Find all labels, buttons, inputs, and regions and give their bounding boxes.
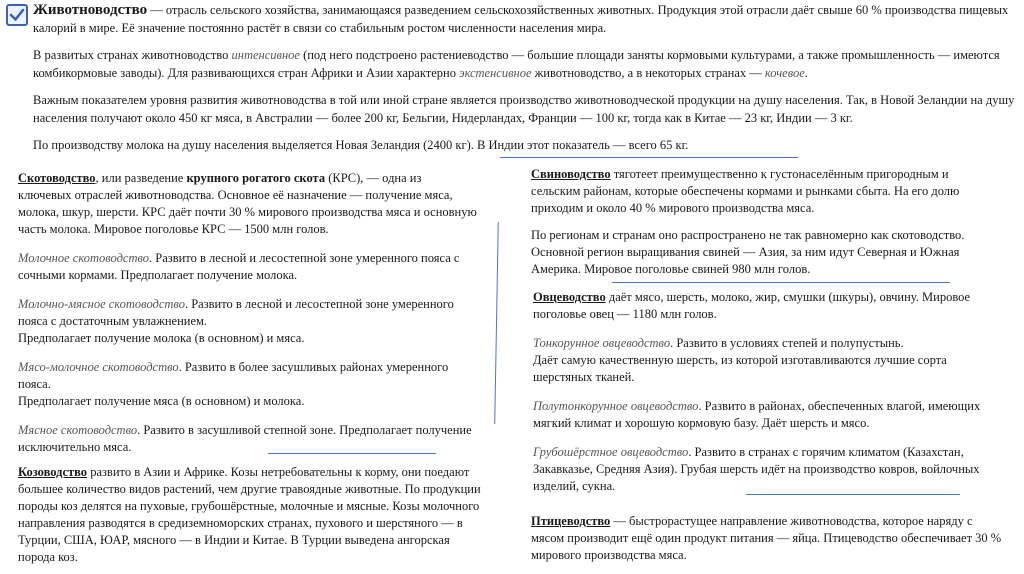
pigs-text: Свиноводство тяготеет преимущественно к густонаселённым пригородным и сельским районам, которые обеспечены кормами и рынками сбыта. На его долю приходим и около 40 % мирового производства мяса. xyxy=(531,167,960,215)
divider-vertical xyxy=(494,222,499,424)
page-title: Животноводство xyxy=(33,2,148,18)
sheep-fine: Тонкорунное овцеводство. Развито в условиях степей и полупустынь. xyxy=(533,336,904,350)
sheep-semi: Полутонкорунное овцеводство. Развито в районах, обеспеченных влагой, имеющих мягкий климат и хорошую кормовую базу. Даёт шерсть и мясо. xyxy=(533,399,981,430)
poultry-section xyxy=(531,513,1003,564)
pigs-section xyxy=(531,166,986,278)
cattle-dairy-meat-2: Предполагает получение молока (в основном) и мяса. xyxy=(18,331,305,345)
intro-section xyxy=(33,2,1018,155)
intro-paragraph-2: В развитых странах животноводство интенсивное (под него подстроено растениеводство — большие площади заняты кормовыми культурами, а также промышленность — имеются комбикормовые заводы). Для развивающихся стран Африки и Азии характерно экстенсивное животноводство, а в некоторых странах — кочевое. xyxy=(33,48,1000,80)
cattle-meat-dairy-2: Предполагает получение мяса (в основном) и молока. xyxy=(18,394,305,408)
cattle-meat: Мясное скотоводство. Развито в засушливой степной зоне. Предполагает получение исключительно мяса. xyxy=(18,423,472,454)
sheep-text: Овцеводство даёт мясо, шерсть, молоко, жир, смушки (шкуры), овчину. Мировое поголовье овец — 1180 млн голов. xyxy=(533,290,971,321)
divider-pigs xyxy=(612,282,950,283)
cattle-meat-dairy: Мясо-молочное скотоводство. Развито в более засушливых районах умеренного пояса. xyxy=(18,360,449,391)
goats-section xyxy=(18,464,483,566)
sheep-fine-2: Даёт самую качественную шерсть, из которой изготавливаются лучшие сорта шерстяных тканей. xyxy=(533,353,947,384)
cattle-intro: Скотоводство, или разведение крупного рогатого скота (КРС), — одна из ключевых отраслей животноводства. Основное её назначение — получение мяса, молока, шкур, шерсти. КРС даёт почти 30 % мирового производства мяса и основную часть молока. Мировое поголовье КРС — 1500 млн голов. xyxy=(18,171,477,236)
intro-paragraph-3: Важным показателем уровня развития животноводства в той или иной стране является производство животноводческой продукции на душу населения. Так, в Новой Зеландии на душу населения получают около 450 кг мяса, в Австралии — более 200 кг, Бельгии, Нидерландах, Франции — 100 кг, тогда как в Китае — 23 кг, Индии — 3 кг. xyxy=(33,93,1015,125)
checkbox-check-icon xyxy=(6,4,28,26)
sheep-section xyxy=(533,289,988,495)
goats-text: Козоводство развито в Азии и Африке. Козы нетребовательны к корму, они поедают большее количество видов растений, чем другие травоядные животные. По продукции породы коз делятся на пуховые, грубошёрстные, молочные и мясные. Козы молочного направления разводятся в средиземноморских странах, пухового и шерстяного — в Турции, США, ЮАР, мясного — в Индии и Китае. В Турции выведена ангорская порода коз. xyxy=(18,465,481,564)
intro-paragraph-4: По производству молока на душу населения выделяется Новая Зеландия (2400 кг). В Индии этот показатель — всего 65 кг. xyxy=(33,138,689,152)
pigs-regions: По регионам и странам оно распространено не так равномерно как скотоводство. Основной регион выращивания свиней — Азия, за ним идут Северная и Южная Америка. Мировое поголовье свиней 980 млн голов. xyxy=(531,228,965,276)
poultry-text: Птицеводство — быстрорастущее направление животноводства, которое наряду с мясом производит ещё один продукт питания — яйца. Птицеводство обеспечивает 30 % мирового производства мяса. xyxy=(531,514,1002,562)
cattle-section xyxy=(18,170,478,456)
cattle-dairy: Молочное скотоводство. Развито в лесной и лесостепной зоне умеренного пояса с сочными кормами. Предполагает получение молока. xyxy=(18,251,460,282)
sheep-coarse: Грубошёрстное овцеводство. Развито в странах с горячим климатом (Казахстан, Закавказье, Средняя Азия). Грубая шерсть идёт на производство ковров, войлочных изделий, сукна. xyxy=(533,445,980,493)
divider-intro xyxy=(500,157,798,158)
cattle-dairy-meat: Молочно-мясное скотоводство. Развито в лесной и лесостепной зоне умеренного пояса с достаточным увлажнением. xyxy=(18,297,454,328)
intro-paragraph-1: Животноводство — отрасль сельского хозяйства, занимающаяся разведением сельскохозяйственных животных. Продукция этой отрасли даёт свыше 60 % производства пищевых калорий в мире. Её значение постоянно растёт в связи со стабильным ростом численности населения мира. xyxy=(33,2,1009,35)
